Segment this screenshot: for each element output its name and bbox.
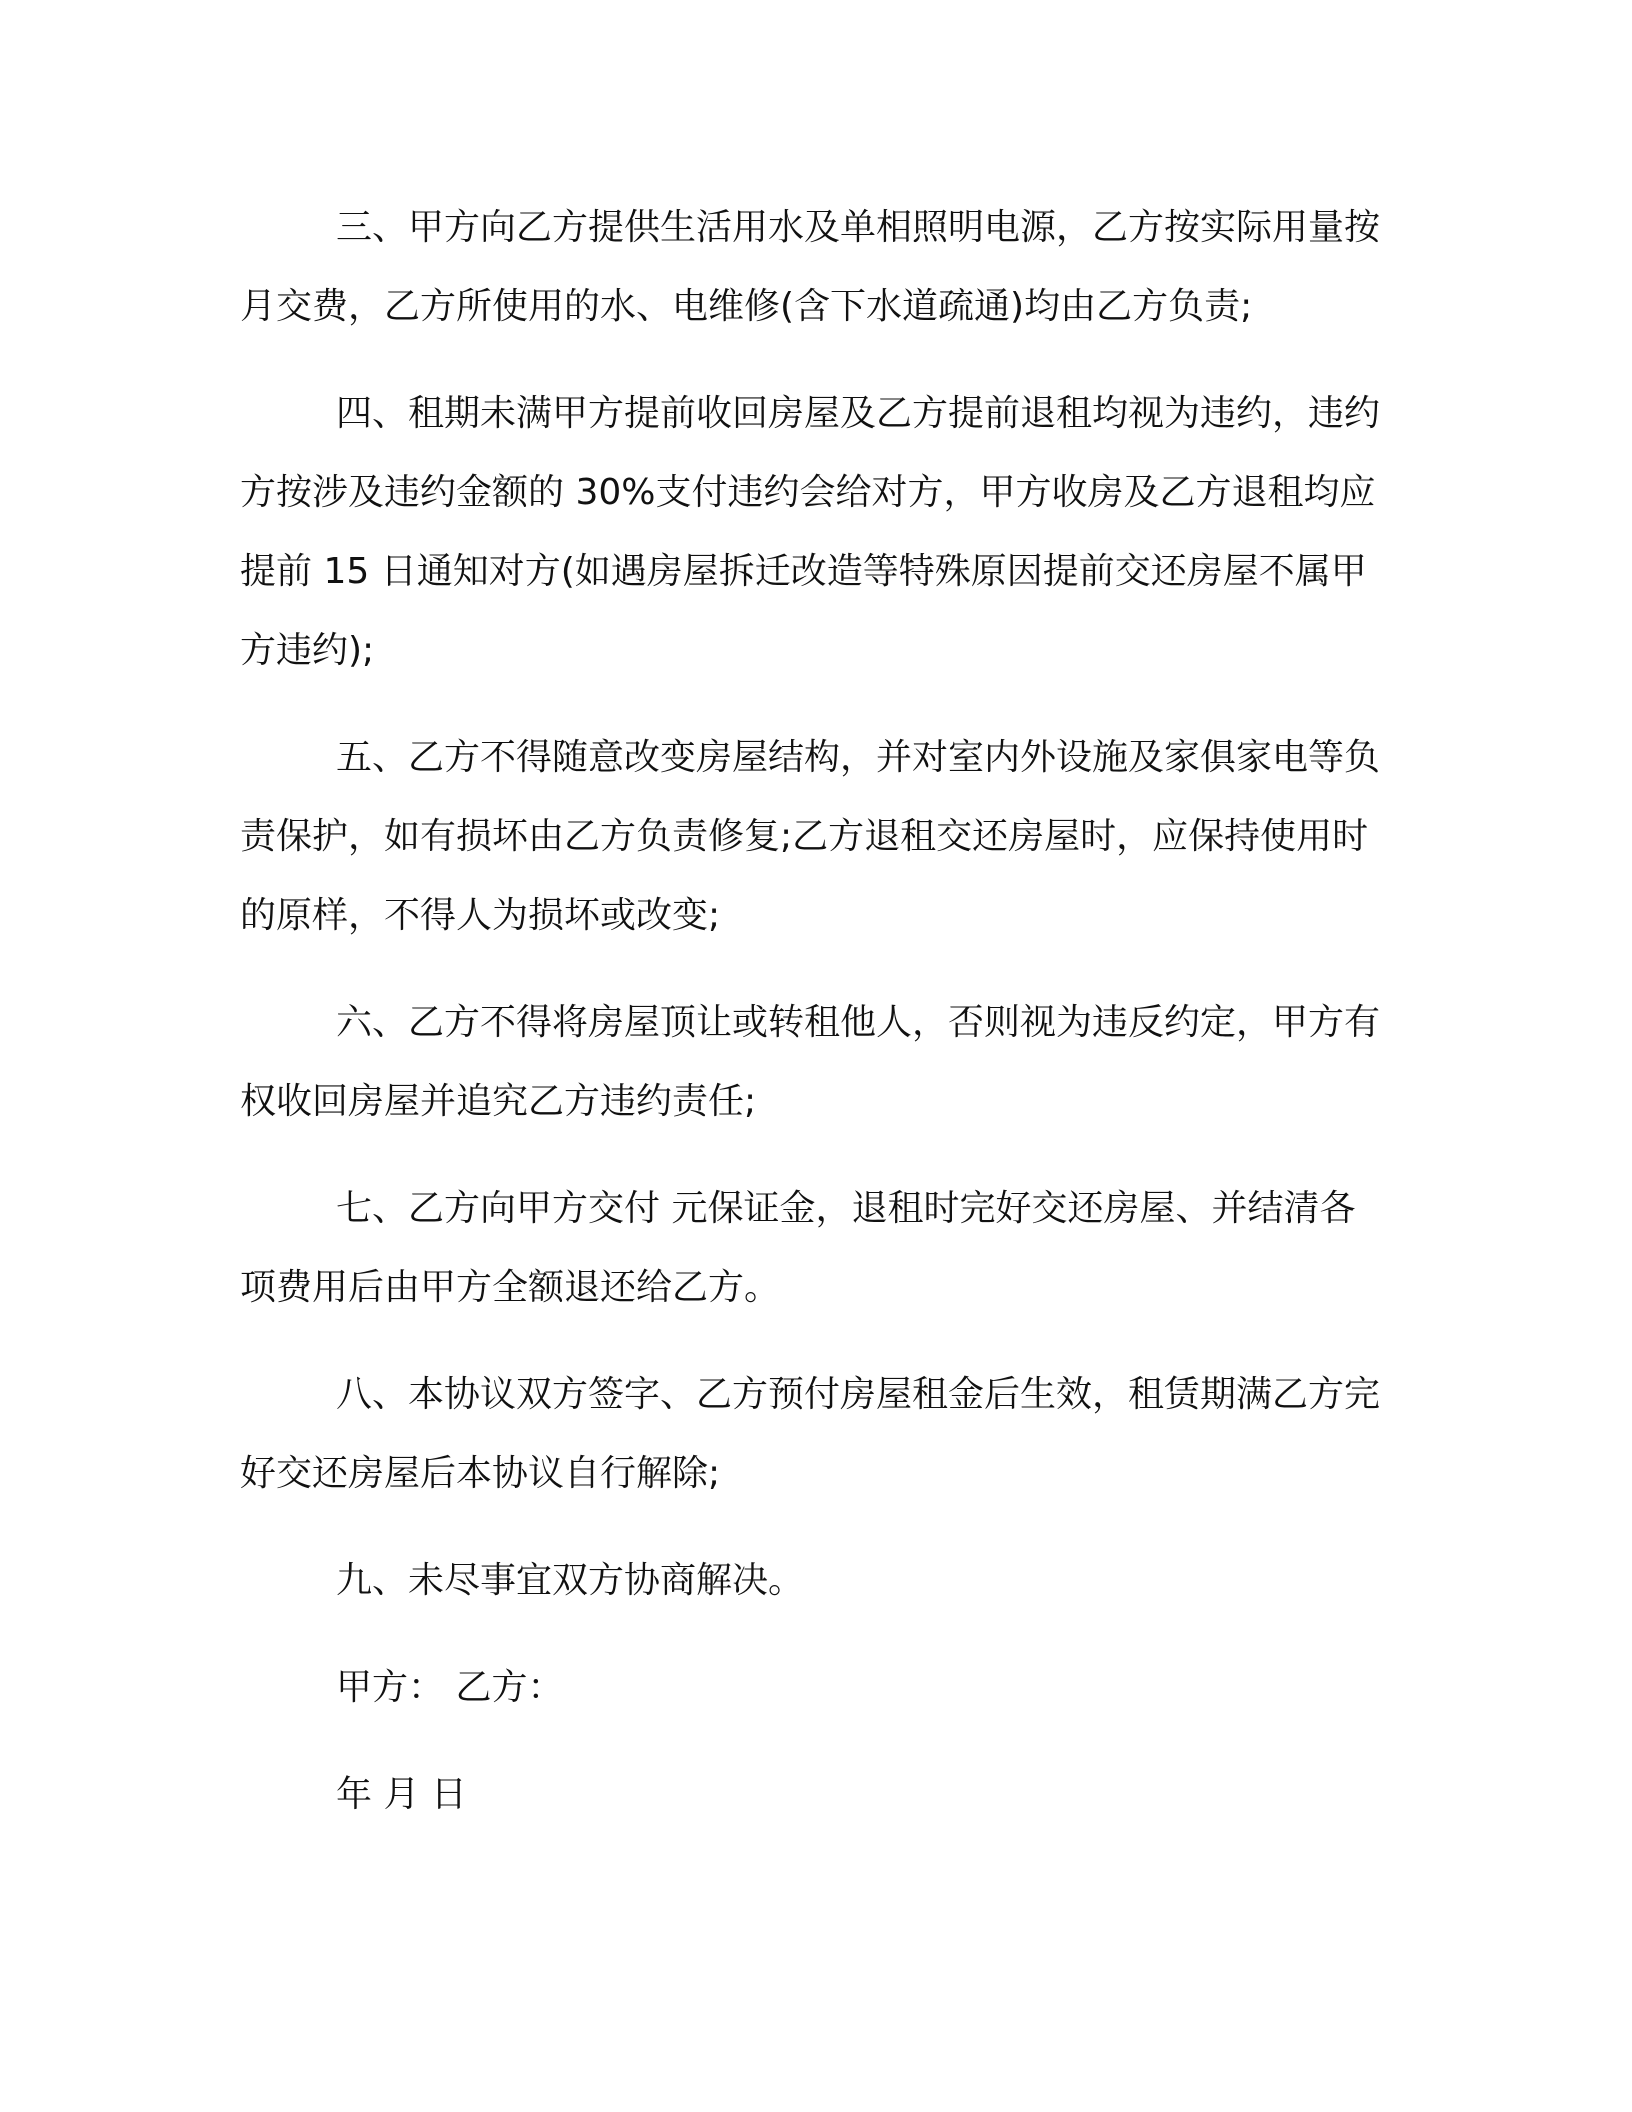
signature-line: 甲方： 乙方： <box>336 1667 564 1708</box>
clause-3: 三、甲方向乙方提供生活用水及单相照明电源，乙方按实际用量按月交费，乙方所使用的水、电维修(含下水道疏通)均由乙方负责; <box>240 207 1381 327</box>
clause-8: 八、本协议双方签字、乙方预付房屋租金后生效，租赁期满乙方完好交还房屋后本协议自行解除; <box>240 1374 1381 1494</box>
document-body <box>240 188 1390 1834</box>
clause-4: 四、租期未满甲方提前收回房屋及乙方提前退租均视为违约，违约方按涉及违约金额的 30%支付违约会给对方，甲方收房及乙方退租均应提前 15 日通知对方(如遇房屋拆迁改造等特殊原因提前交还房屋不属甲方违约); <box>240 393 1381 671</box>
clause-9: 九、未尽事宜双方协商解决。 <box>336 1560 805 1601</box>
date-line: 年 月 日 <box>336 1774 467 1815</box>
clause-6: 六、乙方不得将房屋顶让或转租他人，否则视为违反约定，甲方有权收回房屋并追究乙方违约责任; <box>240 1002 1381 1122</box>
clause-5: 五、乙方不得随意改变房屋结构，并对室内外设施及家俱家电等负责保护，如有损坏由乙方负责修复;乙方退租交还房屋时，应保持使用时的原样，不得人为损坏或改变; <box>240 737 1381 936</box>
clause-7: 七、乙方向甲方交付 元保证金，退租时完好交还房屋、并结清各项费用后由甲方全额退还给乙方。 <box>240 1188 1356 1308</box>
